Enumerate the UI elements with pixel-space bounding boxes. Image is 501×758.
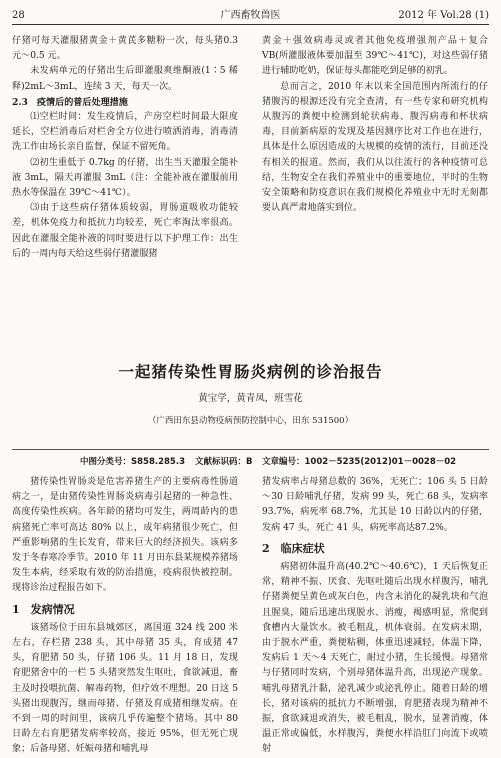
paragraph: 未发病单元的仔猪出生后即灌服爽维酮液(1∶5 稀释)2mL～3mL，连续 3 天，每天一次。 (12, 66, 238, 92)
paragraph: 仔猪可每天灌服猪黄金＋黄芪多糖粉一次，每头猪0.3 元～0.5 元。 (12, 36, 238, 62)
paragraph: ⑴空栏时间：发生疫情后，产房空栏时间最大限度延长，空栏消毒后对栏舍全方位进行喷洒消毒，消毒清洗工作由场长亲自监督，保证不留死角。 (12, 112, 238, 153)
article-title: 一起猪传染性胃肠炎病例的诊治报告 (118, 363, 383, 381)
paragraph: 猪发病率占母猪总数的 36%，无死亡；106 头 5 日龄～30 日龄哺乳仔猪，发病 99 头，死亡 68 头，发病率 93.7%，病死率 68.7%，尤其是 10 日龄以内的仔猪，发病 47 头，死亡 41 头，病死率高达87.2%。 (262, 477, 488, 533)
bottom-right-column (262, 475, 488, 755)
section-subheading: 2.3 疫情后的普后处理措施 (12, 96, 128, 108)
article-authors: 黄宝学，黄青凤，班雪花 (198, 393, 303, 404)
article-title-block (0, 360, 501, 426)
section-heading: 2 临床症状 (262, 541, 325, 555)
top-right-column (262, 34, 488, 309)
bottom-left-column (12, 475, 238, 755)
page-number: 28 (12, 10, 25, 21)
clc-number: 中图分类号：S858.285.3 (80, 457, 185, 467)
section-heading: 1 发病情况 (12, 602, 75, 616)
paragraph: 病猪初体温升高(40.2℃～40.6℃)，1 天后恢复正常，精神不振、厌食、先呕吐随后出现水样腹泻，哺乳仔猪粪便呈黄色或灰白色，内含未消化的凝乳块和气泡且腥臭，随后迅速出现脱水、消瘦，褐感明显，常爬到食槽内大量饮水。被毛粗乱，机体衰弱。在发病末期，由于脱水严重，粪便粘稠，体重迅速减轻，体温下降，发病后 1 天～4 天死亡，耐过小猪，生长缓慢。母猪常与仔猪同时发病，个别母猪体温升高，出现泌产现象。哺乳母猪乳汁黏，泌乳减少或泌乳停止。随着日龄的增长，猪对该病的抵抗力不断增强，育肥猪表现为精神不振，食欲减退或消失，被毛粗乱，脱水，显著消瘦，体温正常或偏低，水样腹泻，粪便水样沿肛门向流下或喷射 (262, 562, 488, 755)
paragraph: ⑵初生重低于 0.7kg 的仔猪，出生当天灌服全能补液 3mL，隔天再灌服 3mL（注：全能补液在灌服前用热水等保温在 39℃～41℃）。 (12, 157, 238, 199)
top-left-column (12, 34, 238, 309)
article-affiliation: （广西田东县动物疫病预防控制中心，田东 531500） (147, 416, 354, 426)
paragraph: 该猪场位于田东县城郊区，离国道 324 线 200 米左右，存栏猪 238 头，其中母猪 35 头，育成猪 47 头，育肥猪 50 头，仔猪 106 头。11 月 18 日，发现育肥猪舍中的一栏 5 头猪突然发生呕吐，食欲减退，畜主及时投喂抗菌、解毒药物，但疗效不理想。20 日这 5 头猪出现腹泻，继而母猪、仔猪及育成猪相继发病。在不到一周的时间里，该病几乎传遍整个猪场。其中 80 日龄左右育肥猪发病率较高，接近 95%，但无死亡现象；后备母猪、妊娠母猪和哺乳母 (12, 622, 238, 755)
page-header (12, 8, 489, 25)
paragraph: 猪传染性胃肠炎是危害养猪生产的主要病毒性肠道病之一，是由猪传染性胃肠炎病毒引起猪的一种急性、高度传染性疾病。各年龄的猪均可发生，两周龄内的患病猪死亡率可高达 80% 以上，成年病猪很少死亡，但严重影响猪的生长发育，带来巨大的经济损失。该病多发于冬春寒冷季节。2010 年 11 月田东县某规模养猪场发生本病，经采取有效的防治措施，疫病很快被控制。现将诊治过程报告如下。 (12, 477, 238, 594)
divider (12, 449, 489, 450)
paragraph: 黄金＋强效病毒灵或者其他免疫增强剂产品＋复合 VB(所灌服液体要加温至 39℃～41℃)，对这些弱仔猪进行辅助吃奶，保证每头都能吃到足够的初乳。 (262, 36, 488, 77)
article-number: 文章编号：1002－5235(2012)01－0028－02 (262, 457, 457, 467)
issue-info: 2012 年 Vol.28 (1) (398, 10, 489, 21)
journal-name: 广西畜牧兽医 (220, 10, 281, 21)
paragraph: 总而言之，2010 年末以来全国范围内所流行的仔猪腹泻的根源还没有完全查清，有一些专家和研究机构从腹泻的粪便中检测到轮状病毒、腹泻病毒和杯状病毒，目前新病原的发现及基因测序比对工作也在进行，具体是什么原因造成的大规模的疫情的流行，目前还没有相关的报道。然而，我们从以往流行的各种疫情可总结，生物安全在我们养殖业中的重要地位，平时的生物安全策略和防疫意识在我们规模化养殖业中无时无刻都要认真严肃地落实到位。 (262, 81, 488, 214)
paragraph: ⑶由于这些病仔猪体质较弱，胃肠道吸收功能较差，机体免疫力和抵抗力均较差，死亡率淘汰率很高。因此在灌服全能补液的同时要进行以下护理工作：出生后的一周内每天给这些弱仔猪灌服猪 (12, 203, 238, 259)
document-code: 文献标识码：B (195, 457, 253, 467)
